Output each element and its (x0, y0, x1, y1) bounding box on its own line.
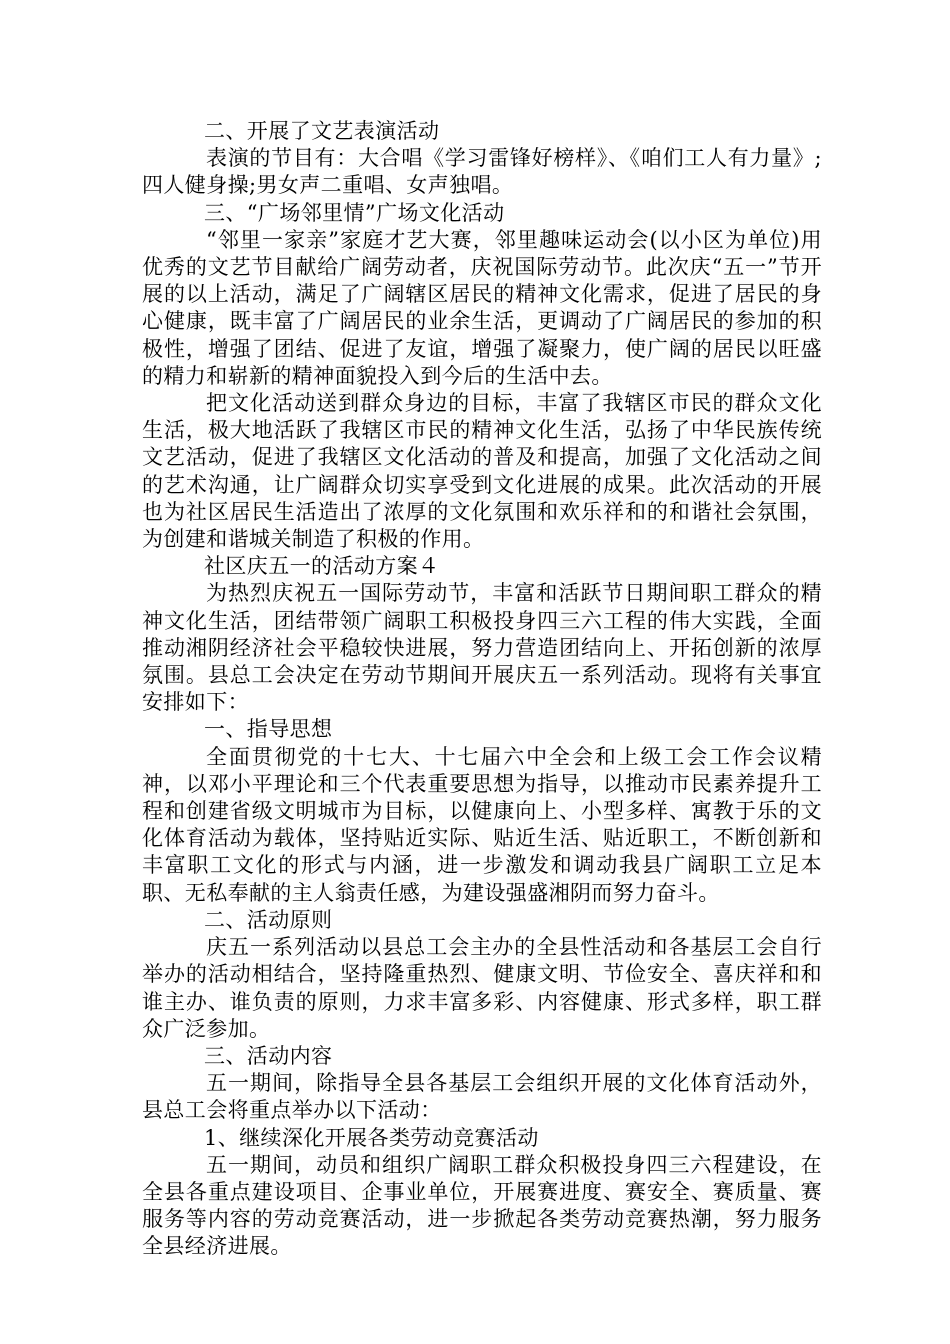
section-heading-guiding-ideology: 一、指导思想 (204, 717, 333, 742)
section-heading-labor-competition: 1、继续深化开展各类劳动竞赛活动 (204, 1125, 539, 1150)
section-heading-arts-performance: 二、开展了文艺表演活动 (204, 119, 440, 143)
paragraph-culture-goals: 把文化活动送到群众身边的目标，丰富了我辖区市民的群众文化生活，极大地活跃了我辖区市民的精神文化生活，弘扬了中华民族传统文艺活动，促进了我辖区文化活动的普及和提高，加强了文化活动之间的艺术沟通，让广阔群众切实享受到文化进展的成果。此次活动的开展也为社区居民生活造出了浓厚的文化氛围和欢乐祥和的和谐社会氛围，为创建和谐城关制造了积极的作用。 (142, 391, 822, 552)
paragraph-labor-competition: 五一期间，动员和组织广阔职工群众积极投身四三六程建设，在全县各重点建设项目、企事业单位，开展赛进度、赛安全、赛质量、赛服务等内容的劳动竞赛活动，进一步掀起各类劳动竞赛热潮，努力服务全县经济进展。 (142, 1152, 822, 1259)
paragraph-guiding-ideology: 全面贯彻党的十七大、十七届六中全会和上级工会工作会议精神，以邓小平理论和三个代表重要思想为指导，以推动市民素养提升工程和创建省级文明城市为目标，以健康向上、小型多样、寓教于乐的文化体育活动为载体，坚持贴近实际、贴近生活、贴近职工，不断创新和丰富职工文化的形式与内涵，进一步激发和调动我县广阔职工立足本职、无私奉献的主人翁责任感，为建设强盛湘阴而努力奋斗。 (142, 744, 822, 905)
document-body (142, 118, 822, 1261)
paragraph-neighborhood-talent: “邻里一家亲”家庭才艺大赛，邻里趣味运动会(以小区为单位)用优秀的文艺节目献给广阔劳动者，庆祝国际劳动节。此次庆“五一”节开展的以上活动，满足了广阔辖区居民的精神文化需求，促进了居民的身心健康，既丰富了广阔居民的业余生活，更调动了广阔居民的参加的积极性，增强了团结、促进了友谊，增强了凝聚力，使广阔的居民以旺盛的精力和崭新的精神面貌投入到今后的生活中去。 (142, 227, 822, 388)
section-heading-square-culture: 三、“广场邻里情”广场文化活动 (204, 200, 505, 225)
paragraph-plan-intro: 为热烈庆祝五一国际劳动节，丰富和活跃节日期间职工群众的精神文化生活，团结带领广阔职工积极投身四三六工程的伟大实践，全面推动湘阴经济社会平稳较快进展，努力营造团结向上、开拓创新的浓厚氛围。县总工会决定在劳动节期间开展庆五一系列活动。现将有关事宜安排如下： (142, 581, 822, 715)
paragraph-program-list: 表演的节目有：大合唱《学习雷锋好榜样》、《咱们工人有力量》;四人健身操;男女声二重唱、女声独唱。 (142, 146, 822, 198)
section-heading-activity-content: 三、活动内容 (204, 1043, 333, 1068)
section-heading-principles: 二、活动原则 (204, 907, 333, 932)
paragraph-principles: 庆五一系列活动以县总工会主办的全县性活动和各基层工会自行举办的活动相结合，坚持隆重热烈、健康文明、节俭安全、喜庆祥和和谁主办、谁负责的原则，力求丰富多彩、内容健康、形式多样，职工群众广泛参加。 (142, 935, 822, 1041)
document-subtitle-plan-4: 社区庆五一的活动方案４ (204, 554, 440, 579)
paragraph-activity-content: 五一期间，除指导全县各基层工会组织开展的文化体育活动外，县总工会将重点举办以下活动： (142, 1071, 822, 1123)
